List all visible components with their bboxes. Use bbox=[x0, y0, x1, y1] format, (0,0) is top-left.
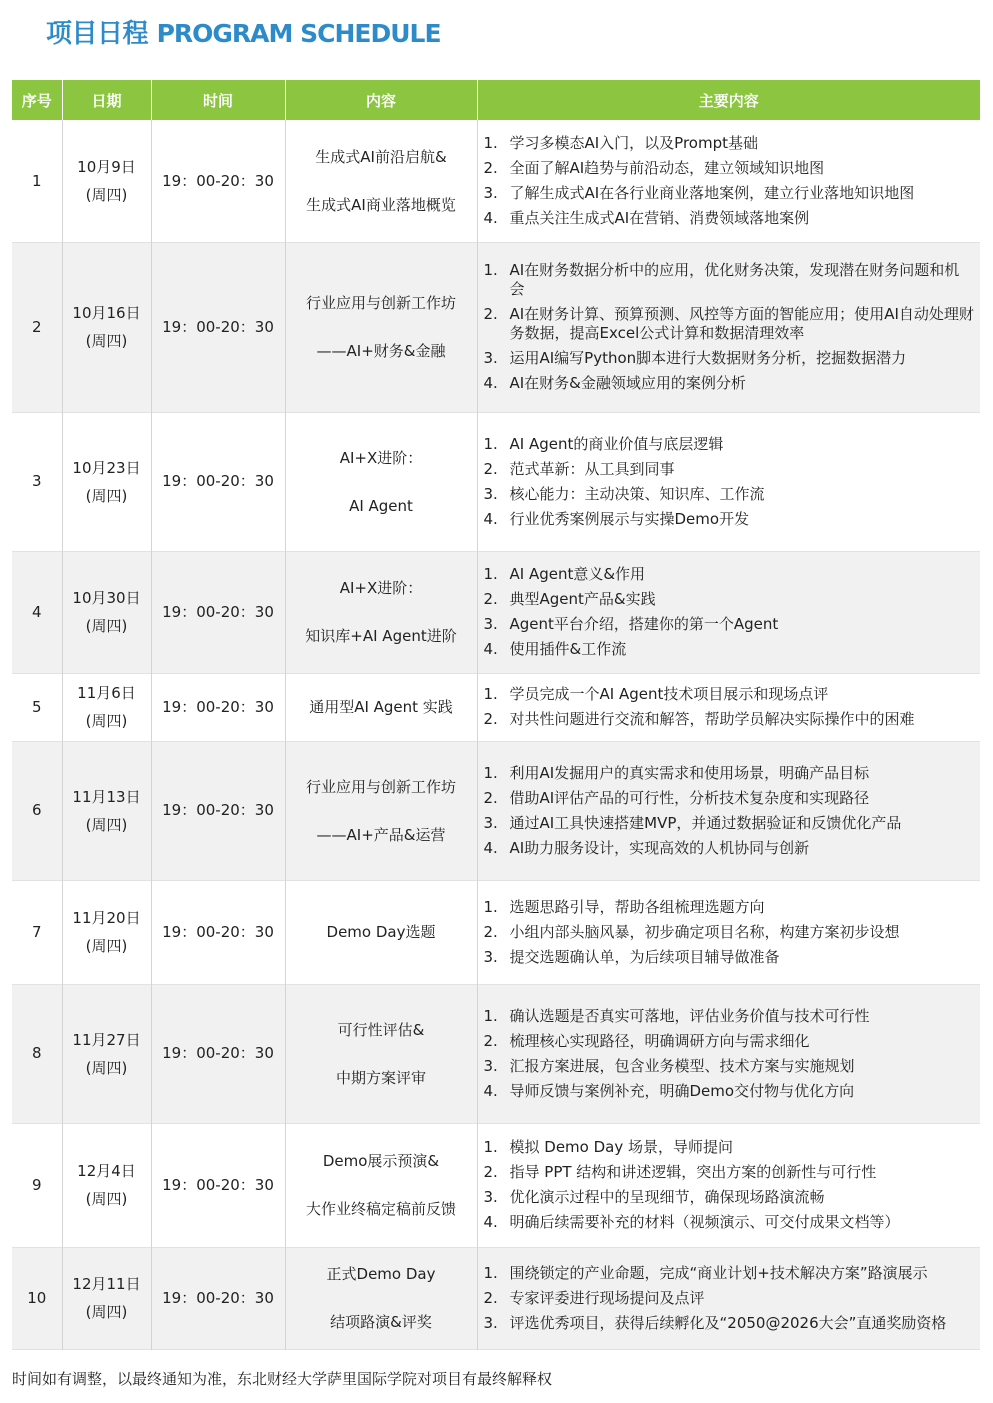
weekday-text: (周四) bbox=[85, 815, 128, 834]
time-cell: 19：00-20：30 bbox=[151, 880, 285, 984]
row-number-cell: 5 bbox=[12, 673, 62, 741]
main-point-text: 运用AI编写Python脚本进行大数据财务分析，挖掘数据潜力 bbox=[509, 349, 907, 367]
main-points-cell bbox=[477, 984, 980, 1123]
content-cell bbox=[285, 1247, 477, 1349]
content-line: 正式Demo Day bbox=[326, 1265, 436, 1283]
main-point-text: 使用插件&工作流 bbox=[509, 640, 627, 658]
main-point-number: 1. bbox=[483, 133, 498, 152]
main-points-cell bbox=[477, 1247, 980, 1349]
time-cell: 19：00-20：30 bbox=[151, 984, 285, 1123]
main-point-number: 1. bbox=[483, 685, 498, 703]
main-point-item bbox=[482, 898, 975, 917]
main-point-number: 4. bbox=[483, 640, 498, 658]
main-point-text: AI在财务数据分析中的应用，优化财务决策，发现潜在财务问题和机会 bbox=[509, 261, 960, 298]
main-point-text: 指导 PPT 结构和讲述逻辑，突出方案的创新性与可行性 bbox=[509, 1163, 877, 1181]
content-line: ——AI+产品&运营 bbox=[316, 825, 446, 844]
main-point-text: 提交选题确认单，为后续项目辅导做准备 bbox=[509, 947, 780, 966]
main-point-item bbox=[482, 209, 975, 228]
content-cell bbox=[285, 741, 477, 880]
column-header-number: 序号 bbox=[12, 80, 62, 120]
main-point-number: 3. bbox=[483, 349, 498, 367]
row-number-cell: 3 bbox=[12, 412, 62, 551]
main-point-number: 3. bbox=[483, 813, 498, 832]
main-point-item bbox=[482, 1314, 975, 1333]
main-points-cell bbox=[477, 412, 980, 551]
main-points-cell bbox=[477, 673, 980, 741]
main-point-number: 2. bbox=[483, 1163, 498, 1181]
main-point-item bbox=[482, 184, 975, 203]
date-text: 12月11日 bbox=[72, 1275, 141, 1293]
content-line: 生成式AI前沿启航& bbox=[315, 147, 447, 166]
main-point-item bbox=[482, 1188, 975, 1207]
row-number-cell: 8 bbox=[12, 984, 62, 1123]
content-cell bbox=[285, 880, 477, 984]
content-line: 中期方案评审 bbox=[335, 1068, 426, 1087]
main-point-item bbox=[482, 565, 975, 584]
main-point-number: 4. bbox=[483, 1081, 498, 1100]
date-cell bbox=[62, 412, 151, 551]
main-point-text: 汇报方案进展，包含业务模型、技术方案与实施规划 bbox=[509, 1056, 855, 1075]
main-point-number: 2. bbox=[483, 710, 498, 728]
table-row bbox=[12, 984, 980, 1123]
main-point-number: 1. bbox=[483, 1006, 498, 1025]
main-point-item bbox=[482, 1289, 975, 1308]
main-point-item bbox=[482, 1213, 975, 1232]
main-point-text: 导师反馈与案例补充，明确Demo交付物与优化方向 bbox=[509, 1081, 855, 1100]
main-point-number: 4. bbox=[483, 838, 498, 857]
content-line: ——AI+财务&金融 bbox=[316, 342, 446, 360]
main-point-text: 了解生成式AI在各行业商业落地案例，建立行业落地知识地图 bbox=[509, 183, 915, 202]
main-point-number: 3. bbox=[483, 1056, 498, 1075]
weekday-text: (周四) bbox=[85, 712, 128, 730]
main-points-list bbox=[482, 261, 975, 393]
main-point-item bbox=[482, 923, 975, 942]
date-cell bbox=[62, 673, 151, 741]
weekday-text: (周四) bbox=[85, 332, 128, 350]
time-cell: 19：00-20：30 bbox=[151, 412, 285, 551]
date-cell bbox=[62, 120, 151, 242]
time-cell: 19：00-20：30 bbox=[151, 1123, 285, 1247]
table-body bbox=[12, 120, 980, 1349]
main-point-text: 核心能力：主动决策、知识库、工作流 bbox=[509, 484, 765, 503]
row-number-cell: 7 bbox=[12, 880, 62, 984]
content-line: AI Agent bbox=[349, 496, 413, 515]
main-point-text: 利用AI发掘用户的真实需求和使用场景，明确产品目标 bbox=[509, 763, 870, 782]
table-row bbox=[12, 673, 980, 741]
main-point-text: 学习多模态AI入门，以及Prompt基础 bbox=[509, 133, 758, 152]
main-point-item bbox=[482, 814, 975, 833]
content-line: 可行性评估& bbox=[337, 1020, 425, 1039]
date-cell bbox=[62, 242, 151, 412]
main-point-number: 4. bbox=[483, 208, 498, 227]
main-point-number: 3. bbox=[483, 484, 498, 503]
main-point-text: 梳理核心实现路径，明确调研方向与需求细化 bbox=[509, 1031, 810, 1050]
main-point-item bbox=[482, 685, 975, 704]
row-number-cell: 1 bbox=[12, 120, 62, 242]
main-point-item bbox=[482, 435, 975, 454]
date-text: 10月23日 bbox=[72, 458, 141, 477]
date-cell bbox=[62, 741, 151, 880]
main-point-number: 2. bbox=[483, 158, 498, 177]
main-point-number: 3. bbox=[483, 1188, 498, 1206]
main-point-text: 选题思路引导，帮助各组梳理选题方向 bbox=[509, 897, 765, 916]
row-number-cell: 9 bbox=[12, 1123, 62, 1247]
main-point-number: 2. bbox=[483, 1031, 498, 1050]
main-point-text: AI在财务&金融领域应用的案例分析 bbox=[509, 374, 746, 392]
main-point-text: 借助AI评估产品的可行性，分析技术复杂度和实现路径 bbox=[509, 788, 870, 807]
weekday-text: (周四) bbox=[85, 937, 128, 955]
main-point-item bbox=[482, 1032, 975, 1051]
date-cell bbox=[62, 1247, 151, 1349]
main-point-text: 全面了解AI趋势与前沿动态，建立领域知识地图 bbox=[509, 158, 825, 177]
main-point-text: AI在财务计算、预算预测、风控等方面的智能应用；使用AI自动处理财务数据，提高Excel公式计算和数据清理效率 bbox=[509, 305, 974, 342]
date-text: 10月16日 bbox=[72, 304, 141, 322]
weekday-text: (周四) bbox=[85, 185, 128, 204]
main-points-list bbox=[482, 134, 975, 228]
main-point-text: AI助力服务设计，实现高效的人机协同与创新 bbox=[509, 838, 810, 857]
table-row bbox=[12, 1247, 980, 1349]
time-cell: 19：00-20：30 bbox=[151, 551, 285, 673]
schedule-table bbox=[12, 80, 980, 1350]
main-point-text: 行业优秀案例展示与实操Demo开发 bbox=[509, 509, 750, 528]
main-point-text: AI Agent意义&作用 bbox=[509, 565, 646, 583]
date-text: 10月9日 bbox=[77, 157, 136, 176]
content-cell bbox=[285, 984, 477, 1123]
main-points-cell bbox=[477, 551, 980, 673]
main-point-text: AI Agent的商业价值与底层逻辑 bbox=[509, 434, 724, 453]
content-cell bbox=[285, 412, 477, 551]
row-number-cell: 2 bbox=[12, 242, 62, 412]
weekday-text: (周四) bbox=[85, 1058, 128, 1077]
table-row bbox=[12, 1123, 980, 1247]
content-line: 知识库+AI Agent进阶 bbox=[305, 627, 457, 645]
content-line: 行业应用与创新工作坊 bbox=[305, 294, 456, 312]
main-point-item bbox=[482, 789, 975, 808]
table-row bbox=[12, 741, 980, 880]
main-points-cell bbox=[477, 741, 980, 880]
main-point-item bbox=[482, 1082, 975, 1101]
main-point-item bbox=[482, 349, 975, 368]
main-points-list bbox=[482, 435, 975, 529]
weekday-text: (周四) bbox=[85, 1303, 128, 1321]
main-points-cell bbox=[477, 120, 980, 242]
main-point-number: 1. bbox=[483, 261, 498, 279]
main-point-item bbox=[482, 510, 975, 529]
main-point-item bbox=[482, 640, 975, 659]
main-point-number: 2. bbox=[483, 1288, 498, 1307]
main-point-item bbox=[482, 590, 975, 609]
main-point-item bbox=[482, 159, 975, 178]
weekday-text: (周四) bbox=[85, 617, 128, 635]
main-points-cell bbox=[477, 880, 980, 984]
main-points-list bbox=[482, 764, 975, 858]
content-line: AI+X进阶： bbox=[339, 448, 423, 467]
main-point-number: 2. bbox=[483, 922, 498, 941]
date-cell bbox=[62, 880, 151, 984]
main-point-text: 确认选题是否真实可落地，评估业务价值与技术可行性 bbox=[509, 1006, 870, 1025]
time-cell: 19：00-20：30 bbox=[151, 741, 285, 880]
main-point-text: 通过AI工具快速搭建MVP，并通过数据验证和反馈优化产品 bbox=[509, 813, 902, 832]
main-point-text: 专家评委进行现场提问及点评 bbox=[509, 1288, 705, 1307]
main-point-number: 2. bbox=[483, 459, 498, 478]
content-line: AI+X进阶： bbox=[339, 579, 423, 597]
table-row bbox=[12, 880, 980, 984]
content-cell bbox=[285, 242, 477, 412]
main-point-text: 小组内部头脑风暴，初步确定项目名称，构建方案初步设想 bbox=[509, 922, 900, 941]
main-point-number: 4. bbox=[483, 374, 498, 392]
main-point-number: 1. bbox=[483, 897, 498, 916]
main-point-item bbox=[482, 485, 975, 504]
main-point-number: 2. bbox=[483, 305, 498, 323]
main-point-number: 1. bbox=[483, 565, 498, 583]
main-point-number: 1. bbox=[483, 763, 498, 782]
main-point-number: 3. bbox=[483, 947, 498, 966]
main-point-number: 3. bbox=[483, 1313, 498, 1332]
content-cell bbox=[285, 1123, 477, 1247]
content-line: 生成式AI商业落地概览 bbox=[306, 195, 456, 214]
row-number-cell: 10 bbox=[12, 1247, 62, 1349]
time-cell: 19：00-20：30 bbox=[151, 673, 285, 741]
main-point-text: Agent平台介绍，搭建你的第一个Agent bbox=[509, 615, 779, 633]
main-points-list bbox=[482, 1264, 975, 1333]
page-title-zh: 项目日程 bbox=[46, 19, 149, 49]
main-point-item bbox=[482, 948, 975, 967]
main-point-item bbox=[482, 1264, 975, 1283]
table-row bbox=[12, 412, 980, 551]
date-text: 10月30日 bbox=[72, 589, 141, 607]
main-points-list bbox=[482, 1007, 975, 1101]
footer-note: 时间如有调整，以最终通知为准，东北财经大学萨里国际学院对项目有最终解释权 bbox=[12, 1370, 553, 1388]
date-text: 11月27日 bbox=[72, 1030, 141, 1049]
column-header-date: 日期 bbox=[62, 80, 151, 120]
weekday-text: (周四) bbox=[85, 486, 128, 505]
content-line: Demo Day选题 bbox=[326, 923, 436, 941]
column-header-content: 内容 bbox=[285, 80, 477, 120]
main-point-number: 1. bbox=[483, 1138, 498, 1156]
content-cell bbox=[285, 551, 477, 673]
main-point-item bbox=[482, 1007, 975, 1026]
main-point-item bbox=[482, 615, 975, 634]
main-point-item bbox=[482, 374, 975, 393]
main-points-list bbox=[482, 685, 975, 729]
content-cell bbox=[285, 673, 477, 741]
main-point-text: 明确后续需要补充的材料（视频演示、可交付成果文档等） bbox=[509, 1213, 900, 1231]
content-line: 通用型AI Agent 实践 bbox=[309, 698, 453, 716]
row-number-cell: 4 bbox=[12, 551, 62, 673]
main-point-item bbox=[482, 134, 975, 153]
time-cell: 19：00-20：30 bbox=[151, 242, 285, 412]
weekday-text: (周四) bbox=[85, 1190, 128, 1208]
main-point-number: 4. bbox=[483, 509, 498, 528]
date-cell bbox=[62, 984, 151, 1123]
main-point-item bbox=[482, 764, 975, 783]
main-points-list bbox=[482, 565, 975, 659]
table-row bbox=[12, 551, 980, 673]
table-row bbox=[12, 120, 980, 242]
row-number-cell: 6 bbox=[12, 741, 62, 880]
main-point-number: 3. bbox=[483, 615, 498, 633]
main-points-cell bbox=[477, 242, 980, 412]
main-point-item bbox=[482, 710, 975, 729]
main-point-number: 4. bbox=[483, 1213, 498, 1231]
main-point-text: 模拟 Demo Day 场景，导师提问 bbox=[509, 1138, 733, 1156]
date-cell bbox=[62, 551, 151, 673]
main-point-number: 3. bbox=[483, 183, 498, 202]
main-point-text: 优化演示过程中的呈现细节，确保现场路演流畅 bbox=[509, 1188, 825, 1206]
main-point-text: 重点关注生成式AI在营销、消费领域落地案例 bbox=[509, 208, 810, 227]
content-line: 行业应用与创新工作坊 bbox=[305, 777, 456, 796]
main-point-text: 学员完成一个AI Agent技术项目展示和现场点评 bbox=[509, 685, 829, 703]
main-point-item bbox=[482, 1057, 975, 1076]
main-point-item bbox=[482, 839, 975, 858]
main-point-item bbox=[482, 1163, 975, 1182]
table-row bbox=[12, 242, 980, 412]
main-point-text: 评选优秀项目，获得后续孵化及“2050@2026大会”直通奖励资格 bbox=[509, 1313, 947, 1332]
column-header-main-points: 主要内容 bbox=[477, 80, 980, 120]
table-header-row bbox=[12, 80, 980, 120]
main-point-text: 典型Agent产品&实践 bbox=[509, 590, 656, 608]
date-text: 11月20日 bbox=[72, 909, 141, 927]
main-point-number: 1. bbox=[483, 434, 498, 453]
main-point-number: 2. bbox=[483, 590, 498, 608]
time-cell: 19：00-20：30 bbox=[151, 1247, 285, 1349]
content-cell bbox=[285, 120, 477, 242]
main-point-item bbox=[482, 1138, 975, 1157]
main-points-list bbox=[482, 898, 975, 967]
main-point-number: 2. bbox=[483, 788, 498, 807]
content-line: Demo展示预演& bbox=[322, 1152, 440, 1170]
main-point-item bbox=[482, 261, 975, 299]
main-point-text: 对共性问题进行交流和解答，帮助学员解决实际操作中的困难 bbox=[509, 710, 915, 728]
main-point-text: 围绕锁定的产业命题，完成“商业计划+技术解决方案”路演展示 bbox=[509, 1263, 928, 1282]
time-cell: 19：00-20：30 bbox=[151, 120, 285, 242]
main-points-list bbox=[482, 1138, 975, 1232]
date-cell bbox=[62, 1123, 151, 1247]
main-point-text: 范式革新：从工具到同事 bbox=[509, 459, 675, 478]
page-title bbox=[46, 14, 441, 54]
column-header-time: 时间 bbox=[151, 80, 285, 120]
date-text: 11月13日 bbox=[72, 787, 141, 806]
main-point-number: 1. bbox=[483, 1263, 498, 1282]
main-point-item bbox=[482, 305, 975, 343]
content-line: 结项路演&评奖 bbox=[330, 1313, 432, 1331]
date-text: 12月4日 bbox=[77, 1162, 136, 1180]
main-points-cell bbox=[477, 1123, 980, 1247]
main-point-item bbox=[482, 460, 975, 479]
date-text: 11月6日 bbox=[77, 684, 136, 702]
content-line: 大作业终稿定稿前反馈 bbox=[305, 1200, 456, 1218]
page-title-en: PROGRAM SCHEDULE bbox=[156, 19, 441, 48]
